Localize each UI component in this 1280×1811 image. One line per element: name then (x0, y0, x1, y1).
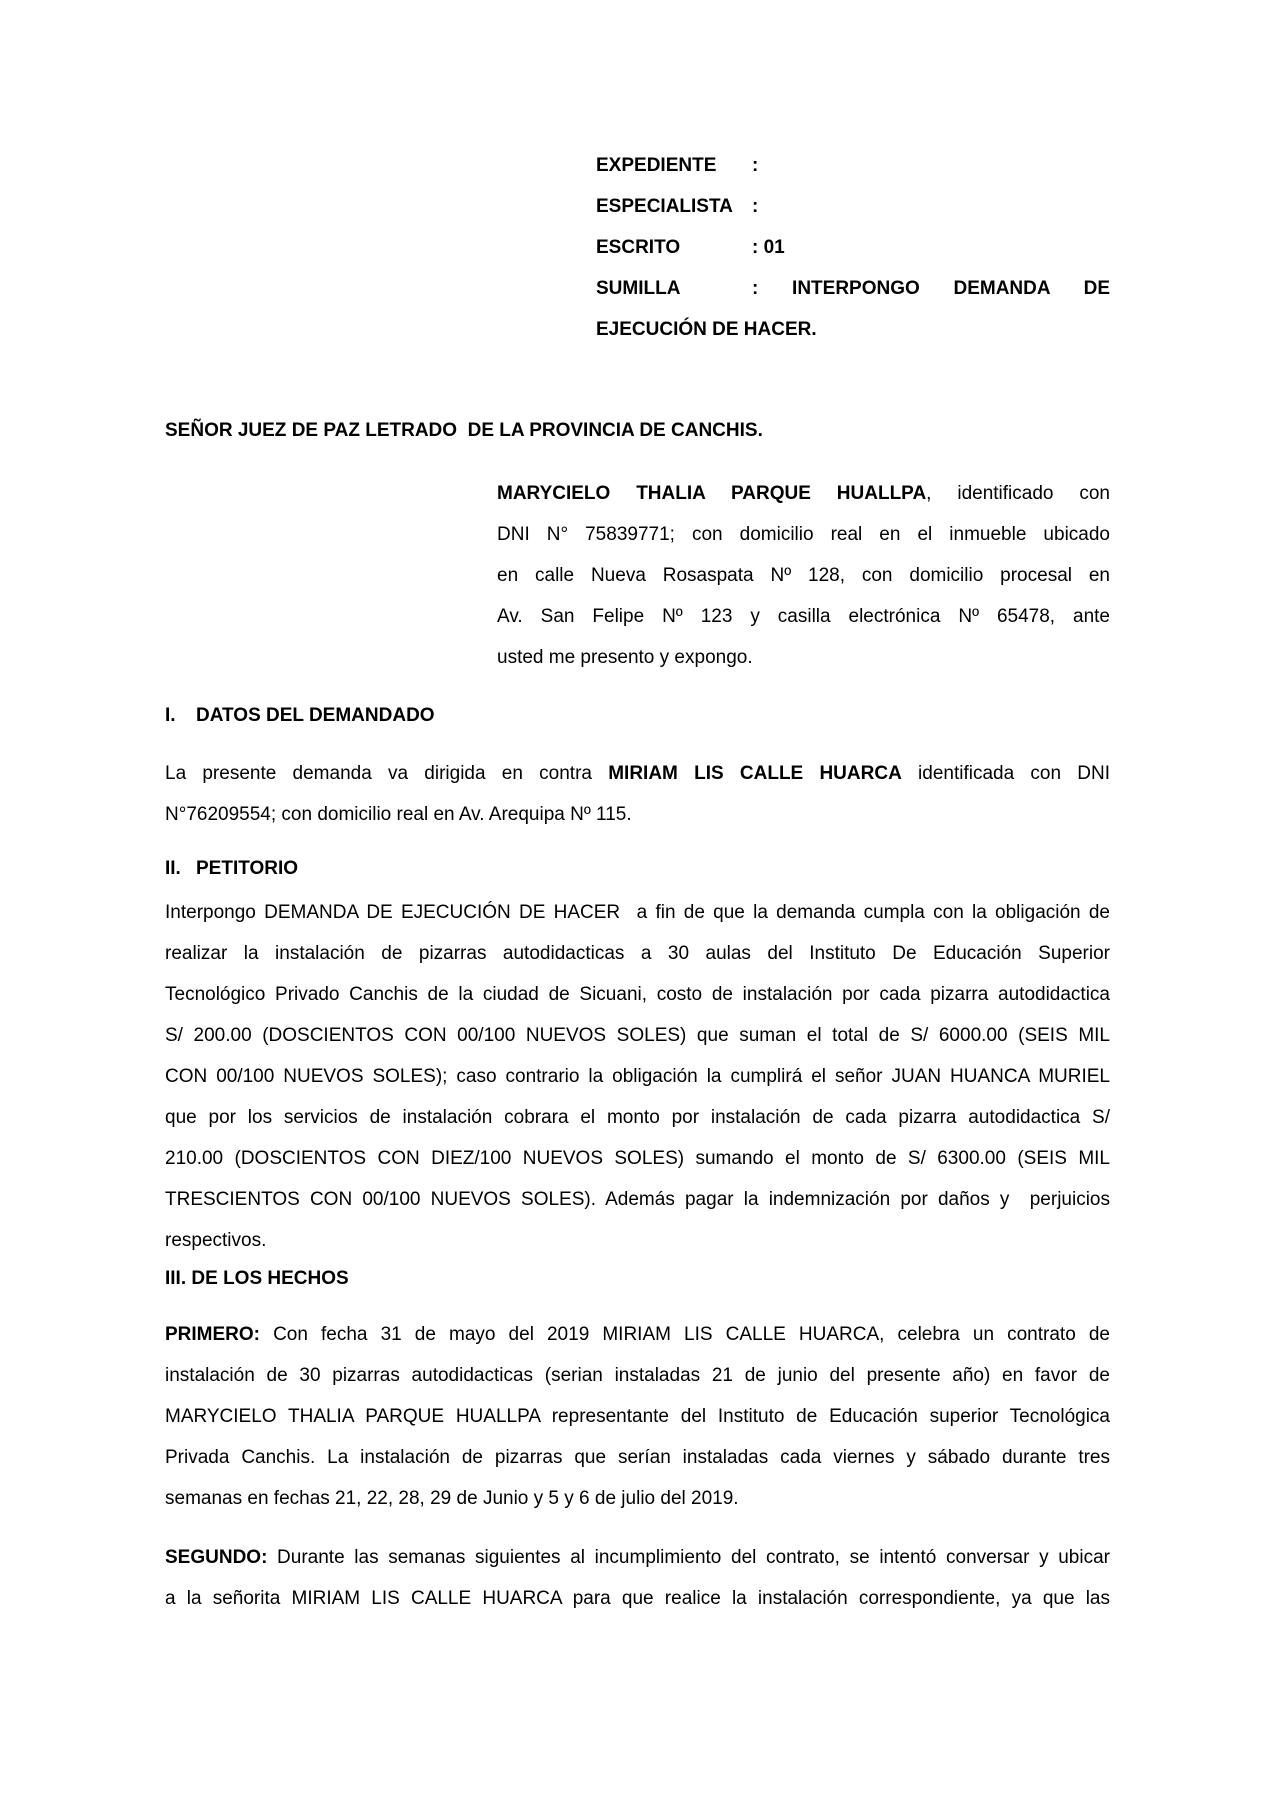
text-line: CON 00/100 NUEVOS SOLES); caso contrario la obligación la cumplirá el señor JUAN HUANCA MURIEL (165, 1066, 1110, 1087)
field-label-escrito: ESCRITO (596, 237, 681, 258)
hechos-primero-paragraph (165, 1314, 1110, 1519)
text-line: instalación de 30 pizarras autodidacticas (serian instaladas 21 de junio del presente año) en favor de (165, 1365, 1110, 1386)
datos-del-demandado-paragraph (165, 753, 1110, 835)
field-label-expediente: EXPEDIENTE (596, 155, 717, 176)
section-title: PETITORIO (196, 858, 299, 879)
text-line: que por los servicios de instalación cobrara el monto por instalación de cada pizarra autodidactica S/ (165, 1107, 1110, 1128)
field-value-escrito: : 01 (752, 237, 785, 258)
section-heading-de-los-hechos (165, 1258, 1110, 1299)
text-line: 210.00 (DOSCIENTOS CON DIEZ/100 NUEVOS SOLES) sumando el monto de S/ 6300.00 (SEIS MIL (165, 1148, 1110, 1169)
hechos-segundo-paragraph (165, 1537, 1110, 1619)
text-line: a la señorita MIRIAM LIS CALLE HUARCA para que realice la instalación correspondiente, ya que las (165, 1588, 1110, 1609)
text-line: TRESCIENTOS CON 00/100 NUEVOS SOLES). Además pagar la indemnización por daños y perjuicios (165, 1189, 1110, 1210)
header-row-especialista (596, 186, 1110, 227)
text-line: Tecnológico Privado Canchis de la ciudad de Sicuani, costo de instalación por cada pizarra autodidactica (165, 984, 1110, 1005)
field-value-especialista: : (752, 196, 759, 217)
text-line: Privada Canchis. La instalación de pizarras que serían instaladas cada viernes y sábado durante tres (165, 1447, 1110, 1468)
section-heading-datos-del-demandado (165, 695, 1110, 736)
section-title: DATOS DEL DEMANDADO (196, 705, 435, 726)
text-line: en calle Nueva Rosaspata Nº 128, con domicilio procesal en (497, 565, 1110, 586)
section-title: III. DE LOS HECHOS (165, 1268, 349, 1289)
field-label-especialista: ESPECIALISTA (596, 196, 733, 217)
text-line: MARYCIELO THALIA PARQUE HUALLPA, identificado con (497, 483, 1110, 504)
text-line: respectivos. (165, 1230, 267, 1251)
salutation-line: SEÑOR JUEZ DE PAZ LETRADO DE LA PROVINCIA DE CANCHIS. (165, 420, 763, 441)
header-row-expediente (596, 145, 1110, 186)
text-line: DNI N° 75839771; con domicilio real en el inmueble ubicado (497, 524, 1110, 545)
header-row-sumilla (596, 268, 1110, 309)
text-line: Av. San Felipe Nº 123 y casilla electrónica Nº 65478, ante (497, 606, 1110, 627)
text-line: MARYCIELO THALIA PARQUE HUALLPA representante del Instituto de Educación superior Tecnológica (165, 1406, 1110, 1427)
text-line: La presente demanda va dirigida en contra MIRIAM LIS CALLE HUARCA identificada con DNI (165, 763, 1110, 784)
text-line: S/ 200.00 (DOSCIENTOS CON 00/100 NUEVOS SOLES) que suman el total de S/ 6000.00 (SEIS MIL (165, 1025, 1110, 1046)
text-line: SEGUNDO: Durante las semanas siguientes al incumplimiento del contrato, se intentó conversar y ubicar (165, 1547, 1110, 1568)
text-line: usted me presento y expongo. (497, 647, 753, 668)
text-line: semanas en fechas 21, 22, 28, 29 de Junio y 5 y 6 de julio del 2019. (165, 1488, 739, 1509)
case-header (596, 145, 1110, 350)
field-value-sumilla: : INTERPONGO DEMANDA DE (752, 278, 1110, 299)
field-label-sumilla: SUMILLA (596, 278, 681, 299)
section-numeral: II. (165, 858, 181, 879)
section-heading-petitorio (165, 848, 1110, 889)
text-line: PRIMERO: Con fecha 31 de mayo del 2019 MIRIAM LIS CALLE HUARCA, celebra un contrato de (165, 1324, 1110, 1345)
petitorio-paragraph (165, 892, 1110, 1261)
field-value-expediente: : (752, 155, 759, 176)
text-line: N°76209554; con domicilio real en Av. Arequipa Nº 115. (165, 804, 632, 825)
sumilla-continuation: EJECUCIÓN DE HACER. (596, 319, 817, 340)
text-line: realizar la instalación de pizarras autodidacticas a 30 aulas del Instituto De Educación Superior (165, 943, 1110, 964)
plaintiff-intro-paragraph (497, 473, 1110, 678)
text-line: Interpongo DEMANDA DE EJECUCIÓN DE HACER a fin de que la demanda cumpla con la obligación de (165, 902, 1110, 923)
section-numeral: I. (165, 705, 176, 726)
header-row-escrito (596, 227, 1110, 268)
